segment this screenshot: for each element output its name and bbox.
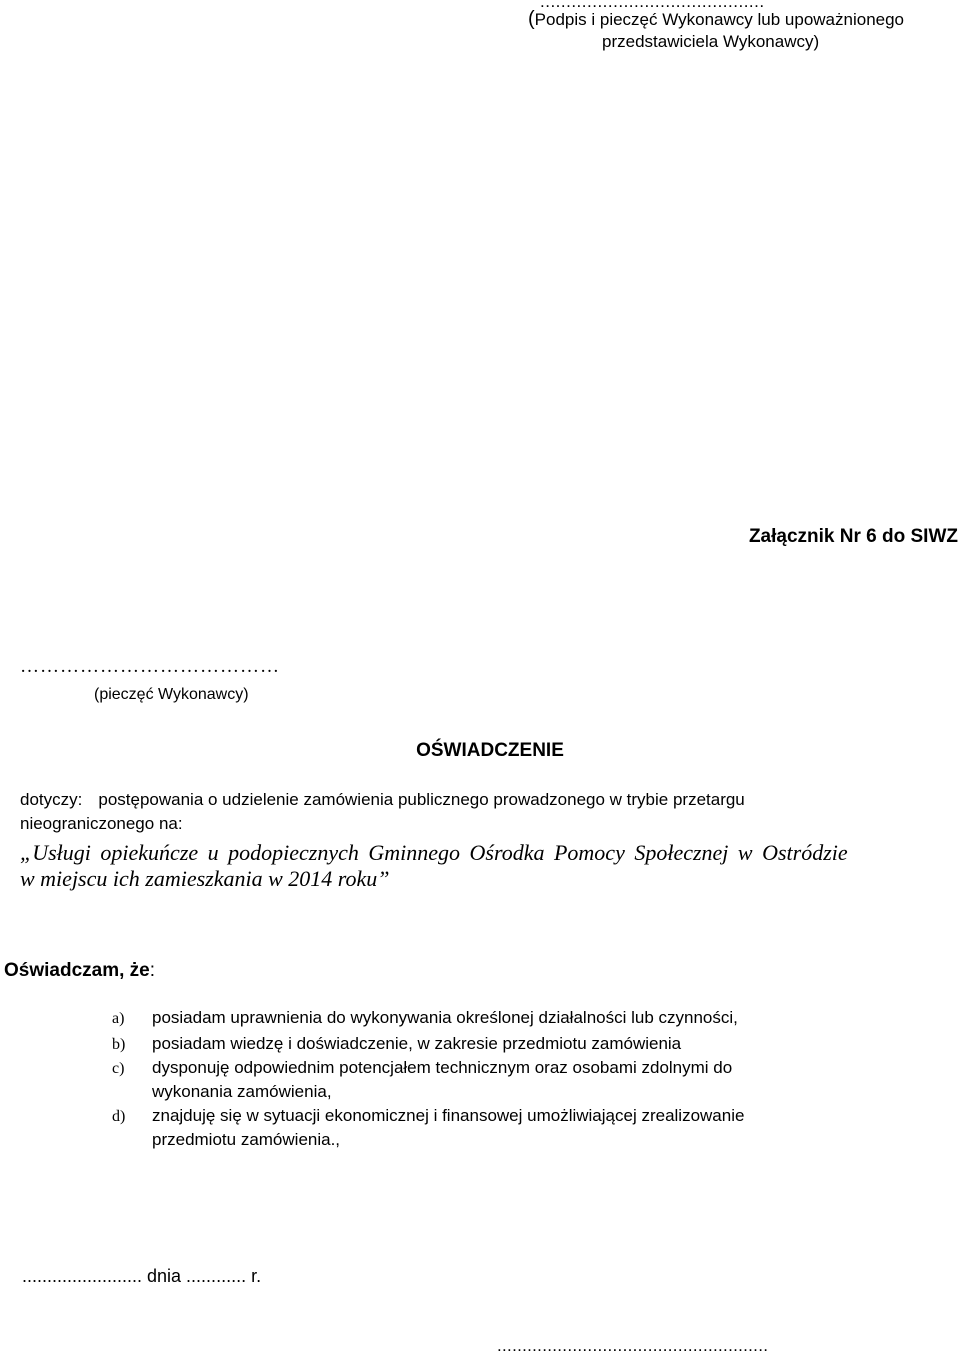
declaration-colon: :: [149, 960, 156, 981]
declaration-intro: [4, 960, 155, 982]
list-item-text-continued: przedmiotu zamówienia.,: [152, 1130, 341, 1149]
top-signature-caption-line1: [528, 8, 904, 31]
list-marker: b): [112, 1036, 126, 1053]
list-item-text: posiadam wiedzę i doświadczenie, w zakresie przedmiotu zamówienia: [152, 1034, 682, 1053]
stamp-dots: …………………………………: [20, 656, 280, 677]
concerning-text: postępowania o udzielenie zamówienia publicznego prowadzonego w trybie przetargu: [98, 790, 745, 809]
declaration-intro-text: Oświadczam, że: [4, 960, 150, 981]
document-heading: OŚWIADCZENIE: [416, 740, 564, 761]
stamp-label: (pieczęć Wykonawcy): [94, 686, 249, 703]
top-signature-paren: (: [528, 8, 535, 30]
concerning-label: dotyczy:: [20, 790, 83, 809]
attachment-label: Załącznik Nr 6 do SIWZ: [748, 526, 958, 547]
subject-line1: „Usługi opiekuńcze u podopiecznych Gminnego Ośrodka Pomocy Społecznej w Ostródzie: [20, 840, 848, 865]
list-item-text-continued: wykonania zamówienia,: [152, 1082, 332, 1101]
list-item-text: znajduję się w sytuacji ekonomicznej i finansowej umożliwiającej zrealizowanie: [152, 1106, 745, 1125]
subject-line2: w miejscu ich zamieszkania w 2014 roku”: [20, 866, 390, 891]
top-signature-caption-text: Podpis i pieczęć Wykonawcy lub upoważnionego: [534, 10, 905, 29]
concerning-line2: nieograniczonego na:: [20, 814, 183, 833]
top-signature-caption-line2: przedstawiciela Wykonawcy): [602, 32, 820, 51]
bottom-signature-dots: ......................................................: [497, 1336, 769, 1355]
list-marker: a): [112, 1010, 125, 1027]
list-marker: c): [112, 1060, 125, 1077]
list-item-text: posiadam uprawnienia do wykonywania określonej działalności lub czynności,: [152, 1008, 738, 1027]
top-signature-dots: ...........................................: [540, 0, 765, 11]
date-line: ........................ dnia ............ r.: [22, 1266, 262, 1286]
concerning-line1: [20, 790, 745, 810]
list-marker: d): [112, 1108, 126, 1125]
list-item-text: dysponuję odpowiednim potencjałem technicznym oraz osobami zdolnymi do: [152, 1058, 733, 1077]
